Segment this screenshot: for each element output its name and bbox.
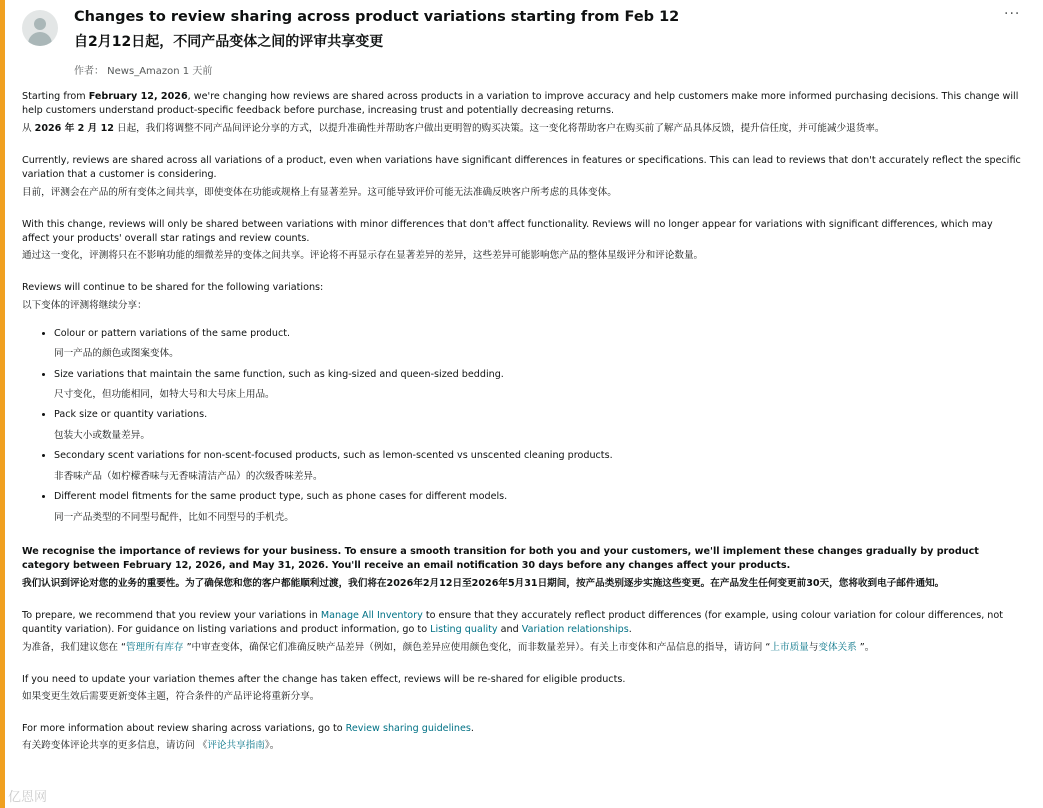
post-body bbox=[22, 90, 1022, 753]
prepare-text-2: to ensure that they accurately reflect product differences (for example, using colour variation for colour differences, not quantity variation). For guidance on listing variations and product information, go to bbox=[22, 609, 1004, 636]
list-item-zh: 非香味产品（如柠檬香味与无香味清洁产品）的次级香味差异。 bbox=[54, 470, 323, 482]
manage-inventory-link[interactable]: Manage All Inventory bbox=[320, 609, 423, 621]
list-item bbox=[54, 408, 1022, 443]
prepare-text-3: and bbox=[497, 624, 522, 636]
prepare-zh-text-1: 为准备，我们建议您在 “ bbox=[22, 641, 126, 653]
list-item-zh: 同一产品类型的不同型号配件，比如不同型号的手机壳。 bbox=[54, 511, 294, 523]
paragraph-change-zh: 通过这一变化，评测将只在不影响功能的细微差异的变体之间共享。评论将不再显示存在显著差异的差异，这些差异可能影响您产品的整体星级评分和评论数量。 bbox=[22, 250, 704, 262]
variation-list bbox=[22, 327, 1022, 525]
prepare-text-1: To prepare, we recommend that you review your variations in bbox=[22, 609, 321, 621]
more-info-prefix: For more information about review sharing across variations, go to bbox=[22, 722, 346, 734]
list-item-zh: 包装大小或数量差异。 bbox=[54, 429, 150, 441]
list-item bbox=[54, 327, 1022, 362]
paragraph-intro bbox=[22, 90, 1022, 119]
avatar-body-shape bbox=[28, 32, 52, 46]
review-sharing-guidelines-link[interactable]: Review sharing guidelines bbox=[345, 722, 471, 734]
paragraph-current: Currently, reviews are shared across all variations of a product, even when variations have significant differences in features or specifications. This can lead to reviews that don't accurately reflect the specific variation that a customer is considering. bbox=[22, 154, 1021, 181]
manage-inventory-link-zh[interactable]: 管理所有库存 bbox=[125, 641, 184, 653]
post-title-en: Changes to review sharing across product variations starting from Feb 12 bbox=[74, 9, 680, 25]
more-info-suffix: . bbox=[470, 722, 474, 734]
list-item-zh: 尺寸变化，但功能相同，如特大号和大号床上用品。 bbox=[54, 389, 275, 401]
intro-zh-date: 2026 年 2 月 12 bbox=[34, 122, 114, 134]
paragraph-update-zh: 如果变更生效后需要更新变体主题，符合条件的产品评论将重新分享。 bbox=[22, 690, 320, 702]
prepare-zh-text-3: 与 bbox=[808, 641, 819, 653]
avatar-head-shape bbox=[34, 18, 46, 30]
paragraph-continue-zh: 以下变体的评测将继续分享： bbox=[22, 299, 147, 311]
paragraph-intro-zh bbox=[22, 122, 1022, 136]
intro-date: February 12, 2026 bbox=[88, 91, 188, 102]
paragraph-continue: Reviews will continue to be shared for the following variations: bbox=[22, 282, 324, 294]
watermark-logo: 亿恩网 bbox=[8, 790, 48, 805]
accent-bar bbox=[0, 0, 5, 808]
intro-rest: , we're changing how reviews are shared across products in a variation to improve accuracy and help customers make more informed purchasing decisions. This change will help customers understand product-specific feedback before purchase, increasing trust and potentially decreasing returns. bbox=[22, 91, 1019, 117]
paragraph-prepare bbox=[22, 609, 1022, 638]
list-item-en: • Different model fitments for the same product type, such as phone cases for different models. bbox=[54, 491, 508, 503]
paragraph-notice: We recognise the importance of reviews for your business. To ensure a smooth transition for both you and your customers, we'll implement these changes gradually by product category between February 12, 2026, and May 31, 2026. You'll receive an email notification 30 days before any changes affect your products. bbox=[22, 545, 979, 572]
post-title-zh: 自2月12日起，不同产品变体之间的评审共享变更 bbox=[74, 34, 384, 50]
paragraph-prepare-zh bbox=[22, 641, 1022, 655]
list-item-en: • Size variations that maintain the same function, such as king-sized and queen-sized bedding. bbox=[54, 368, 504, 380]
paragraph-current-zh: 目前，评测会在产品的所有变体之间共享，即使变体在功能或规格上有显著差异。这可能导致评价可能无法准确反映客户所考虑的具体变体。 bbox=[22, 186, 617, 198]
variation-relationships-link[interactable]: Variation relationships bbox=[521, 624, 629, 636]
list-item bbox=[54, 368, 1022, 403]
variation-relationships-link-zh[interactable]: 变体关系 bbox=[818, 641, 857, 653]
review-sharing-guidelines-link-zh[interactable]: 评论共享指南 bbox=[207, 740, 265, 752]
more-info-zh-prefix: 有关跨变体评论共享的更多信息，请访问 《 bbox=[22, 740, 208, 752]
paragraph-change: With this change, reviews will only be shared between variations with minor differences that don't affect functionality. Reviews will no longer appear for variations with significant differences, which may affect your products' overall star ratings and review counts. bbox=[22, 218, 993, 245]
list-item bbox=[54, 490, 1022, 525]
paragraph-more-info-zh bbox=[22, 739, 1022, 753]
list-item-en: • Secondary scent variations for non-scent-focused products, such as lemon-scented vs unscented cleaning products. bbox=[54, 450, 613, 462]
post-meta: 作者： News_Amazon 1 天前 bbox=[74, 66, 213, 77]
paragraph-update: If you need to update your variation themes after the change has taken effect, reviews will be re-shared for eligible products. bbox=[22, 673, 626, 685]
paragraph-more-info bbox=[22, 722, 1022, 736]
listing-quality-link-zh[interactable]: 上市质量 bbox=[770, 641, 809, 653]
list-item-zh: 同一产品的颜色或图案变体。 bbox=[54, 348, 179, 360]
list-item-en: • Pack size or quantity variations. bbox=[54, 409, 208, 421]
intro-zh-rest: 日起，我们将调整不同产品间评论分享的方式，以提升准确性并帮助客户做出更明智的购买决策。这一变化将帮助客户在购买前了解产品具体反馈，提升信任度，并可能减少退货率。 bbox=[113, 122, 885, 134]
prepare-text-4: . bbox=[628, 624, 632, 636]
prepare-zh-text-4: ”。 bbox=[856, 641, 875, 653]
list-item-en: • Colour or pattern variations of the same product. bbox=[54, 327, 291, 339]
intro-zh-prefix: 从 bbox=[22, 122, 35, 134]
paragraph-notice-zh: 我们认识到评论对您的业务的重要性。为了确保您和您的客户都能顺利过渡，我们将在2026年2月12日至2026年5月31日期间，按产品类别逐步实施这些变更。在产品发生任何变更前30天，您将收到电子邮件通知。 bbox=[22, 577, 945, 589]
more-info-zh-suffix: 》。 bbox=[264, 740, 280, 752]
list-item bbox=[54, 449, 1022, 484]
more-options-icon[interactable]: ··· bbox=[1004, 6, 1021, 22]
listing-quality-link[interactable]: Listing quality bbox=[430, 624, 498, 636]
prepare-zh-text-2: ”中审查变体，确保它们准确反映产品差异（例如，颜色差异应使用颜色变化，而非数量差异）。有关上市变体和产品信息的指导，请访问 “ bbox=[183, 641, 771, 653]
avatar bbox=[22, 10, 58, 46]
intro-prefix: Starting from bbox=[22, 91, 89, 102]
